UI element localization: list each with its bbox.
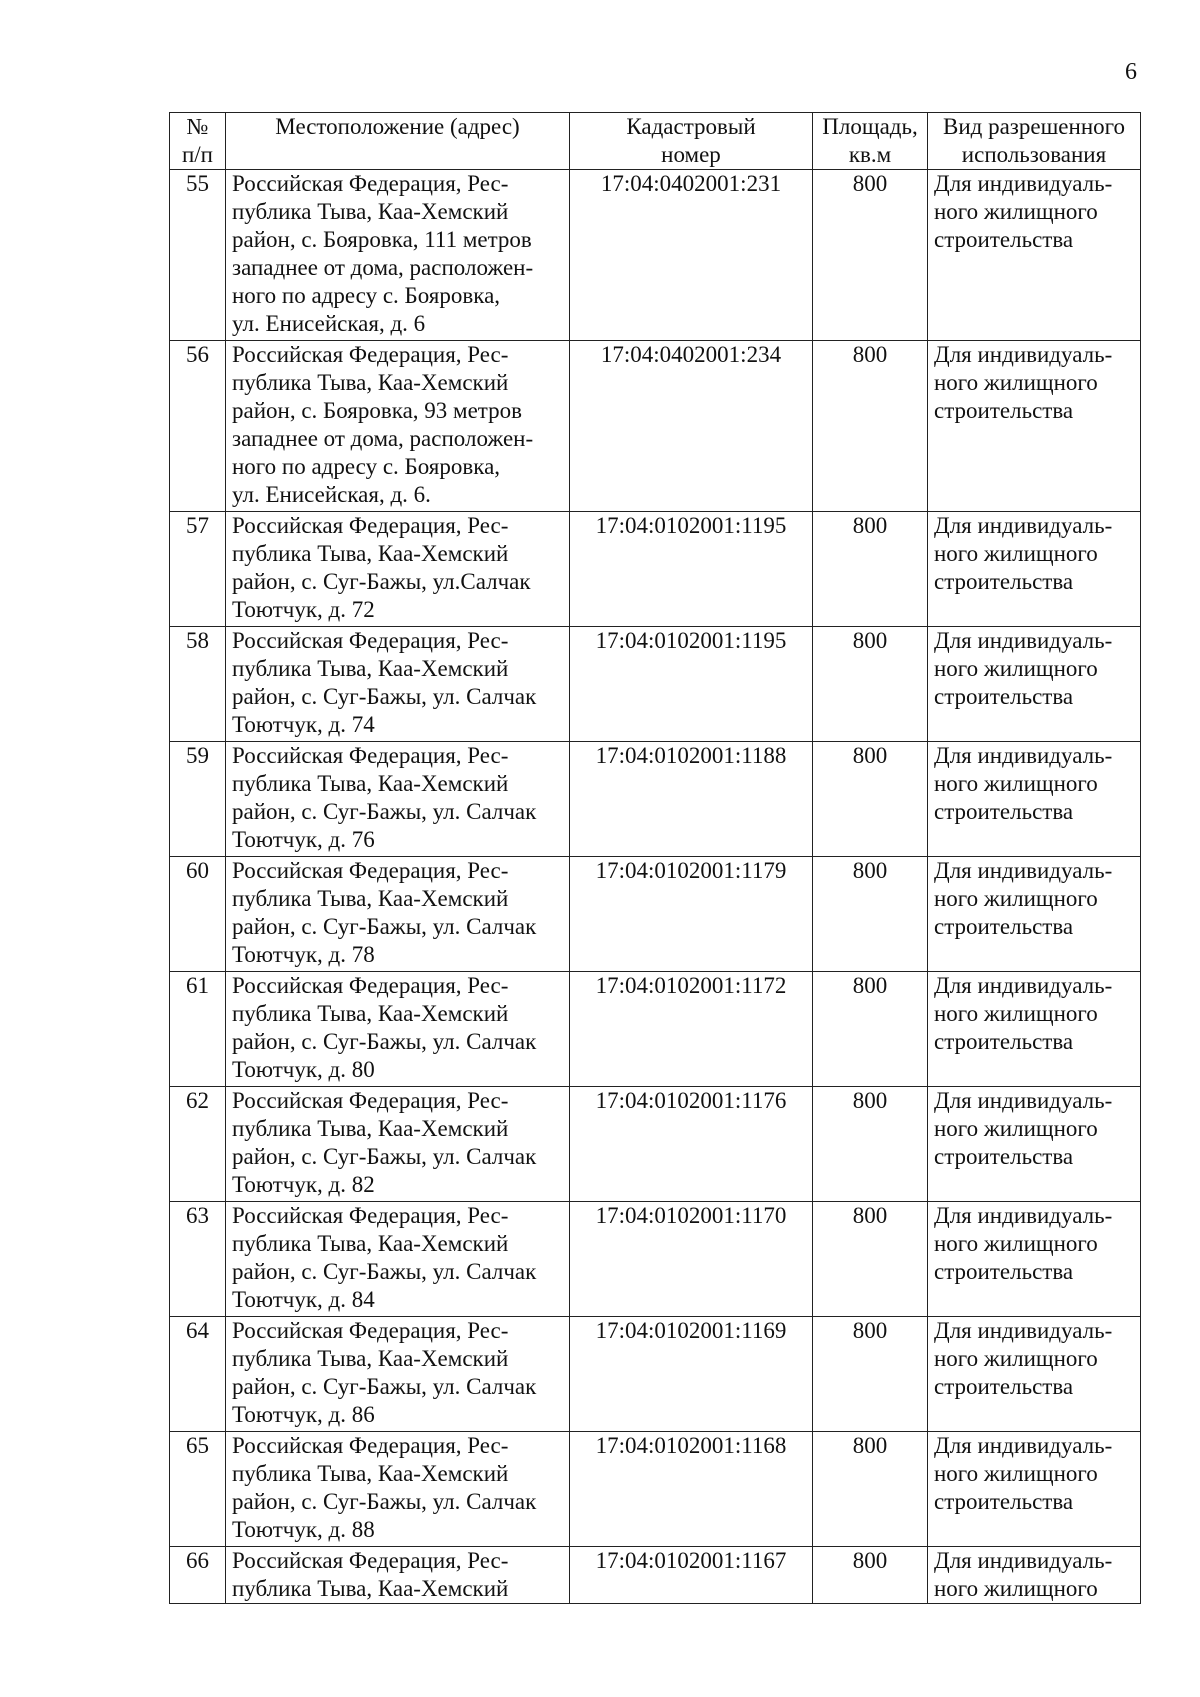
address-cell	[226, 627, 570, 742]
permitted-use-line: Для индивидуаль-	[934, 1088, 1113, 1113]
permitted-use-line: строительства	[934, 227, 1074, 252]
address-line: Российская Федерация, Рес-	[232, 858, 509, 883]
table-row	[170, 1317, 1141, 1432]
address-line: западнее от дома, расположен-	[232, 426, 534, 451]
cadastral-number: 17:04:0102001:1179	[570, 857, 813, 972]
address-line: Российская Федерация, Рес-	[232, 513, 509, 538]
address-line: ул. Енисейская, д. 6	[232, 311, 426, 336]
permitted-use-cell	[928, 1202, 1141, 1317]
permitted-use-line: Для индивидуаль-	[934, 513, 1113, 538]
header-permitted-use	[928, 113, 1141, 170]
address-line: Российская Федерация, Рес-	[232, 1318, 509, 1343]
address-line: Тоютчук, д. 86	[232, 1402, 375, 1427]
row-number: 59	[170, 742, 226, 857]
address-line: Российская Федерация, Рес-	[232, 1203, 509, 1228]
permitted-use-line: ного жилищного	[934, 541, 1098, 566]
cadastral-number: 17:04:0102001:1167	[570, 1547, 813, 1604]
permitted-use-cell	[928, 1432, 1141, 1547]
address-line: публика Тыва, Каа-Хемский	[232, 1116, 509, 1141]
address-cell	[226, 1202, 570, 1317]
row-number: 58	[170, 627, 226, 742]
permitted-use-line: строительства	[934, 569, 1074, 594]
address-line: Тоютчук, д. 82	[232, 1172, 375, 1197]
address-line: Российская Федерация, Рес-	[232, 1433, 509, 1458]
address-line: Тоютчук, д. 80	[232, 1057, 375, 1082]
permitted-use-line: ного жилищного	[934, 886, 1098, 911]
row-number: 63	[170, 1202, 226, 1317]
address-line: район, с. Бояровка, 111 метров	[232, 227, 532, 252]
address-line: Российская Федерация, Рес-	[232, 628, 509, 653]
header-area	[813, 113, 928, 170]
address-line: район, с. Суг-Бажы, ул. Салчак	[232, 914, 537, 939]
row-number: 65	[170, 1432, 226, 1547]
table-row	[170, 512, 1141, 627]
area-value: 800	[813, 170, 928, 341]
address-cell	[226, 1317, 570, 1432]
permitted-use-line: ного жилищного	[934, 1461, 1098, 1486]
address-line: ул. Енисейская, д. 6.	[232, 482, 431, 507]
address-line: район, с. Суг-Бажы, ул. Салчак	[232, 1374, 537, 1399]
permitted-use-line: ного жилищного	[934, 1576, 1098, 1601]
table-row	[170, 1547, 1141, 1604]
cadastral-number: 17:04:0102001:1188	[570, 742, 813, 857]
address-line: Российская Федерация, Рес-	[232, 1548, 509, 1573]
address-line: публика Тыва, Каа-Хемский	[232, 886, 509, 911]
area-value: 800	[813, 972, 928, 1087]
permitted-use-line: Для индивидуаль-	[934, 1433, 1113, 1458]
area-value: 800	[813, 742, 928, 857]
table-row	[170, 1432, 1141, 1547]
cadastral-number: 17:04:0102001:1168	[570, 1432, 813, 1547]
cadastral-number: 17:04:0102001:1176	[570, 1087, 813, 1202]
permitted-use-line: ного жилищного	[934, 370, 1098, 395]
permitted-use-line: Для индивидуаль-	[934, 171, 1113, 196]
address-line: район, с. Суг-Бажы, ул. Салчак	[232, 799, 537, 824]
permitted-use-line: строительства	[934, 1144, 1074, 1169]
permitted-use-line: строительства	[934, 799, 1074, 824]
cadastral-number: 17:04:0402001:231	[570, 170, 813, 341]
area-value: 800	[813, 857, 928, 972]
address-line: публика Тыва, Каа-Хемский	[232, 370, 509, 395]
address-line: публика Тыва, Каа-Хемский	[232, 656, 509, 681]
address-line: Тоютчук, д. 74	[232, 712, 375, 737]
permitted-use-cell	[928, 512, 1141, 627]
permitted-use-line: ного жилищного	[934, 1001, 1098, 1026]
permitted-use-line: ного жилищного	[934, 771, 1098, 796]
address-cell	[226, 1087, 570, 1202]
page-number: 6	[1125, 59, 1137, 85]
area-value: 800	[813, 1317, 928, 1432]
table-row	[170, 1087, 1141, 1202]
address-line: Тоютчук, д. 72	[232, 597, 375, 622]
table-header-row	[170, 113, 1141, 170]
header-text-line: Площадь,	[822, 114, 918, 139]
address-cell	[226, 972, 570, 1087]
permitted-use-line: Для индивидуаль-	[934, 973, 1113, 998]
row-number: 62	[170, 1087, 226, 1202]
address-cell	[226, 742, 570, 857]
address-line: район, с. Суг-Бажы, ул. Салчак	[232, 1144, 537, 1169]
cadastral-number: 17:04:0102001:1195	[570, 512, 813, 627]
table-row	[170, 857, 1141, 972]
address-line: Тоютчук, д. 84	[232, 1287, 375, 1312]
permitted-use-cell	[928, 742, 1141, 857]
row-number: 61	[170, 972, 226, 1087]
permitted-use-line: строительства	[934, 914, 1074, 939]
permitted-use-line: ного жилищного	[934, 1346, 1098, 1371]
permitted-use-line: строительства	[934, 684, 1074, 709]
permitted-use-line: Для индивидуаль-	[934, 1548, 1113, 1573]
address-line: публика Тыва, Каа-Хемский	[232, 1576, 509, 1601]
table-row	[170, 170, 1141, 341]
permitted-use-line: ного жилищного	[934, 1231, 1098, 1256]
area-value: 800	[813, 341, 928, 512]
permitted-use-line: Для индивидуаль-	[934, 628, 1113, 653]
permitted-use-cell	[928, 170, 1141, 341]
cadastral-number: 17:04:0102001:1172	[570, 972, 813, 1087]
permitted-use-line: строительства	[934, 1029, 1074, 1054]
area-value: 800	[813, 1432, 928, 1547]
header-text-line: Местоположение (адрес)	[275, 114, 520, 139]
land-parcels-table	[169, 112, 1141, 1604]
address-line: публика Тыва, Каа-Хемский	[232, 199, 509, 224]
table-row	[170, 1202, 1141, 1317]
address-line: ного по адресу с. Бояровка,	[232, 283, 501, 308]
table-row	[170, 742, 1141, 857]
header-address	[226, 113, 570, 170]
row-number: 57	[170, 512, 226, 627]
header-text-line: номер	[661, 142, 721, 167]
header-text-line: кв.м	[848, 142, 892, 167]
address-line: публика Тыва, Каа-Хемский	[232, 1001, 509, 1026]
address-line: Российская Федерация, Рес-	[232, 1088, 509, 1113]
address-cell	[226, 341, 570, 512]
table-row	[170, 341, 1141, 512]
address-line: публика Тыва, Каа-Хемский	[232, 771, 509, 796]
area-value: 800	[813, 1202, 928, 1317]
area-value: 800	[813, 1547, 928, 1604]
permitted-use-line: Для индивидуаль-	[934, 858, 1113, 883]
address-cell	[226, 1432, 570, 1547]
address-line: район, с. Суг-Бажы, ул. Салчак	[232, 1029, 537, 1054]
row-number: 56	[170, 341, 226, 512]
address-line: ного по адресу с. Бояровка,	[232, 454, 501, 479]
header-text-line: Вид разрешенного	[942, 114, 1125, 139]
permitted-use-cell	[928, 1547, 1141, 1604]
address-line: публика Тыва, Каа-Хемский	[232, 1346, 509, 1371]
address-line: Тоютчук, д. 76	[232, 827, 375, 852]
permitted-use-line: Для индивидуаль-	[934, 342, 1113, 367]
row-number: 66	[170, 1547, 226, 1604]
header-text-line: п/п	[181, 142, 213, 167]
permitted-use-line: строительства	[934, 398, 1074, 423]
permitted-use-line: Для индивидуаль-	[934, 1318, 1113, 1343]
header-text-line: использования	[961, 142, 1107, 167]
table-row	[170, 972, 1141, 1087]
address-line: район, с. Суг-Бажы, ул.Салчак	[232, 569, 531, 594]
header-text-line: №	[186, 114, 209, 139]
address-line: район, с. Суг-Бажы, ул. Салчак	[232, 684, 537, 709]
address-cell	[226, 1547, 570, 1604]
permitted-use-line: ного жилищного	[934, 1116, 1098, 1141]
permitted-use-cell	[928, 1087, 1141, 1202]
cadastral-number: 17:04:0402001:234	[570, 341, 813, 512]
permitted-use-cell	[928, 341, 1141, 512]
permitted-use-line: строительства	[934, 1489, 1074, 1514]
header-cadastral-number	[570, 113, 813, 170]
address-line: Российская Федерация, Рес-	[232, 342, 509, 367]
header-number	[170, 113, 226, 170]
address-line: Тоютчук, д. 88	[232, 1517, 375, 1542]
address-line: западнее от дома, расположен-	[232, 255, 534, 280]
address-line: публика Тыва, Каа-Хемский	[232, 1231, 509, 1256]
permitted-use-cell	[928, 1317, 1141, 1432]
row-number: 55	[170, 170, 226, 341]
address-line: район, с. Суг-Бажы, ул. Салчак	[232, 1489, 537, 1514]
address-cell	[226, 170, 570, 341]
permitted-use-line: Для индивидуаль-	[934, 1203, 1113, 1228]
permitted-use-cell	[928, 627, 1141, 742]
address-line: район, с. Бояровка, 93 метров	[232, 398, 522, 423]
cadastral-number: 17:04:0102001:1169	[570, 1317, 813, 1432]
address-line: Российская Федерация, Рес-	[232, 743, 509, 768]
permitted-use-line: ного жилищного	[934, 656, 1098, 681]
address-line: район, с. Суг-Бажы, ул. Салчак	[232, 1259, 537, 1284]
address-line: Российская Федерация, Рес-	[232, 171, 509, 196]
address-line: Российская Федерация, Рес-	[232, 973, 509, 998]
area-value: 800	[813, 627, 928, 742]
address-cell	[226, 857, 570, 972]
permitted-use-line: строительства	[934, 1374, 1074, 1399]
permitted-use-line: Для индивидуаль-	[934, 743, 1113, 768]
cadastral-number: 17:04:0102001:1170	[570, 1202, 813, 1317]
address-line: публика Тыва, Каа-Хемский	[232, 1461, 509, 1486]
row-number: 64	[170, 1317, 226, 1432]
permitted-use-line: строительства	[934, 1259, 1074, 1284]
row-number: 60	[170, 857, 226, 972]
table-row	[170, 627, 1141, 742]
area-value: 800	[813, 1087, 928, 1202]
cadastral-number: 17:04:0102001:1195	[570, 627, 813, 742]
area-value: 800	[813, 512, 928, 627]
table-body	[170, 170, 1141, 1604]
address-line: публика Тыва, Каа-Хемский	[232, 541, 509, 566]
address-line: Тоютчук, д. 78	[232, 942, 375, 967]
header-text-line: Кадастровый	[626, 114, 756, 139]
address-cell	[226, 512, 570, 627]
permitted-use-cell	[928, 972, 1141, 1087]
permitted-use-cell	[928, 857, 1141, 972]
permitted-use-line: ного жилищного	[934, 199, 1098, 224]
